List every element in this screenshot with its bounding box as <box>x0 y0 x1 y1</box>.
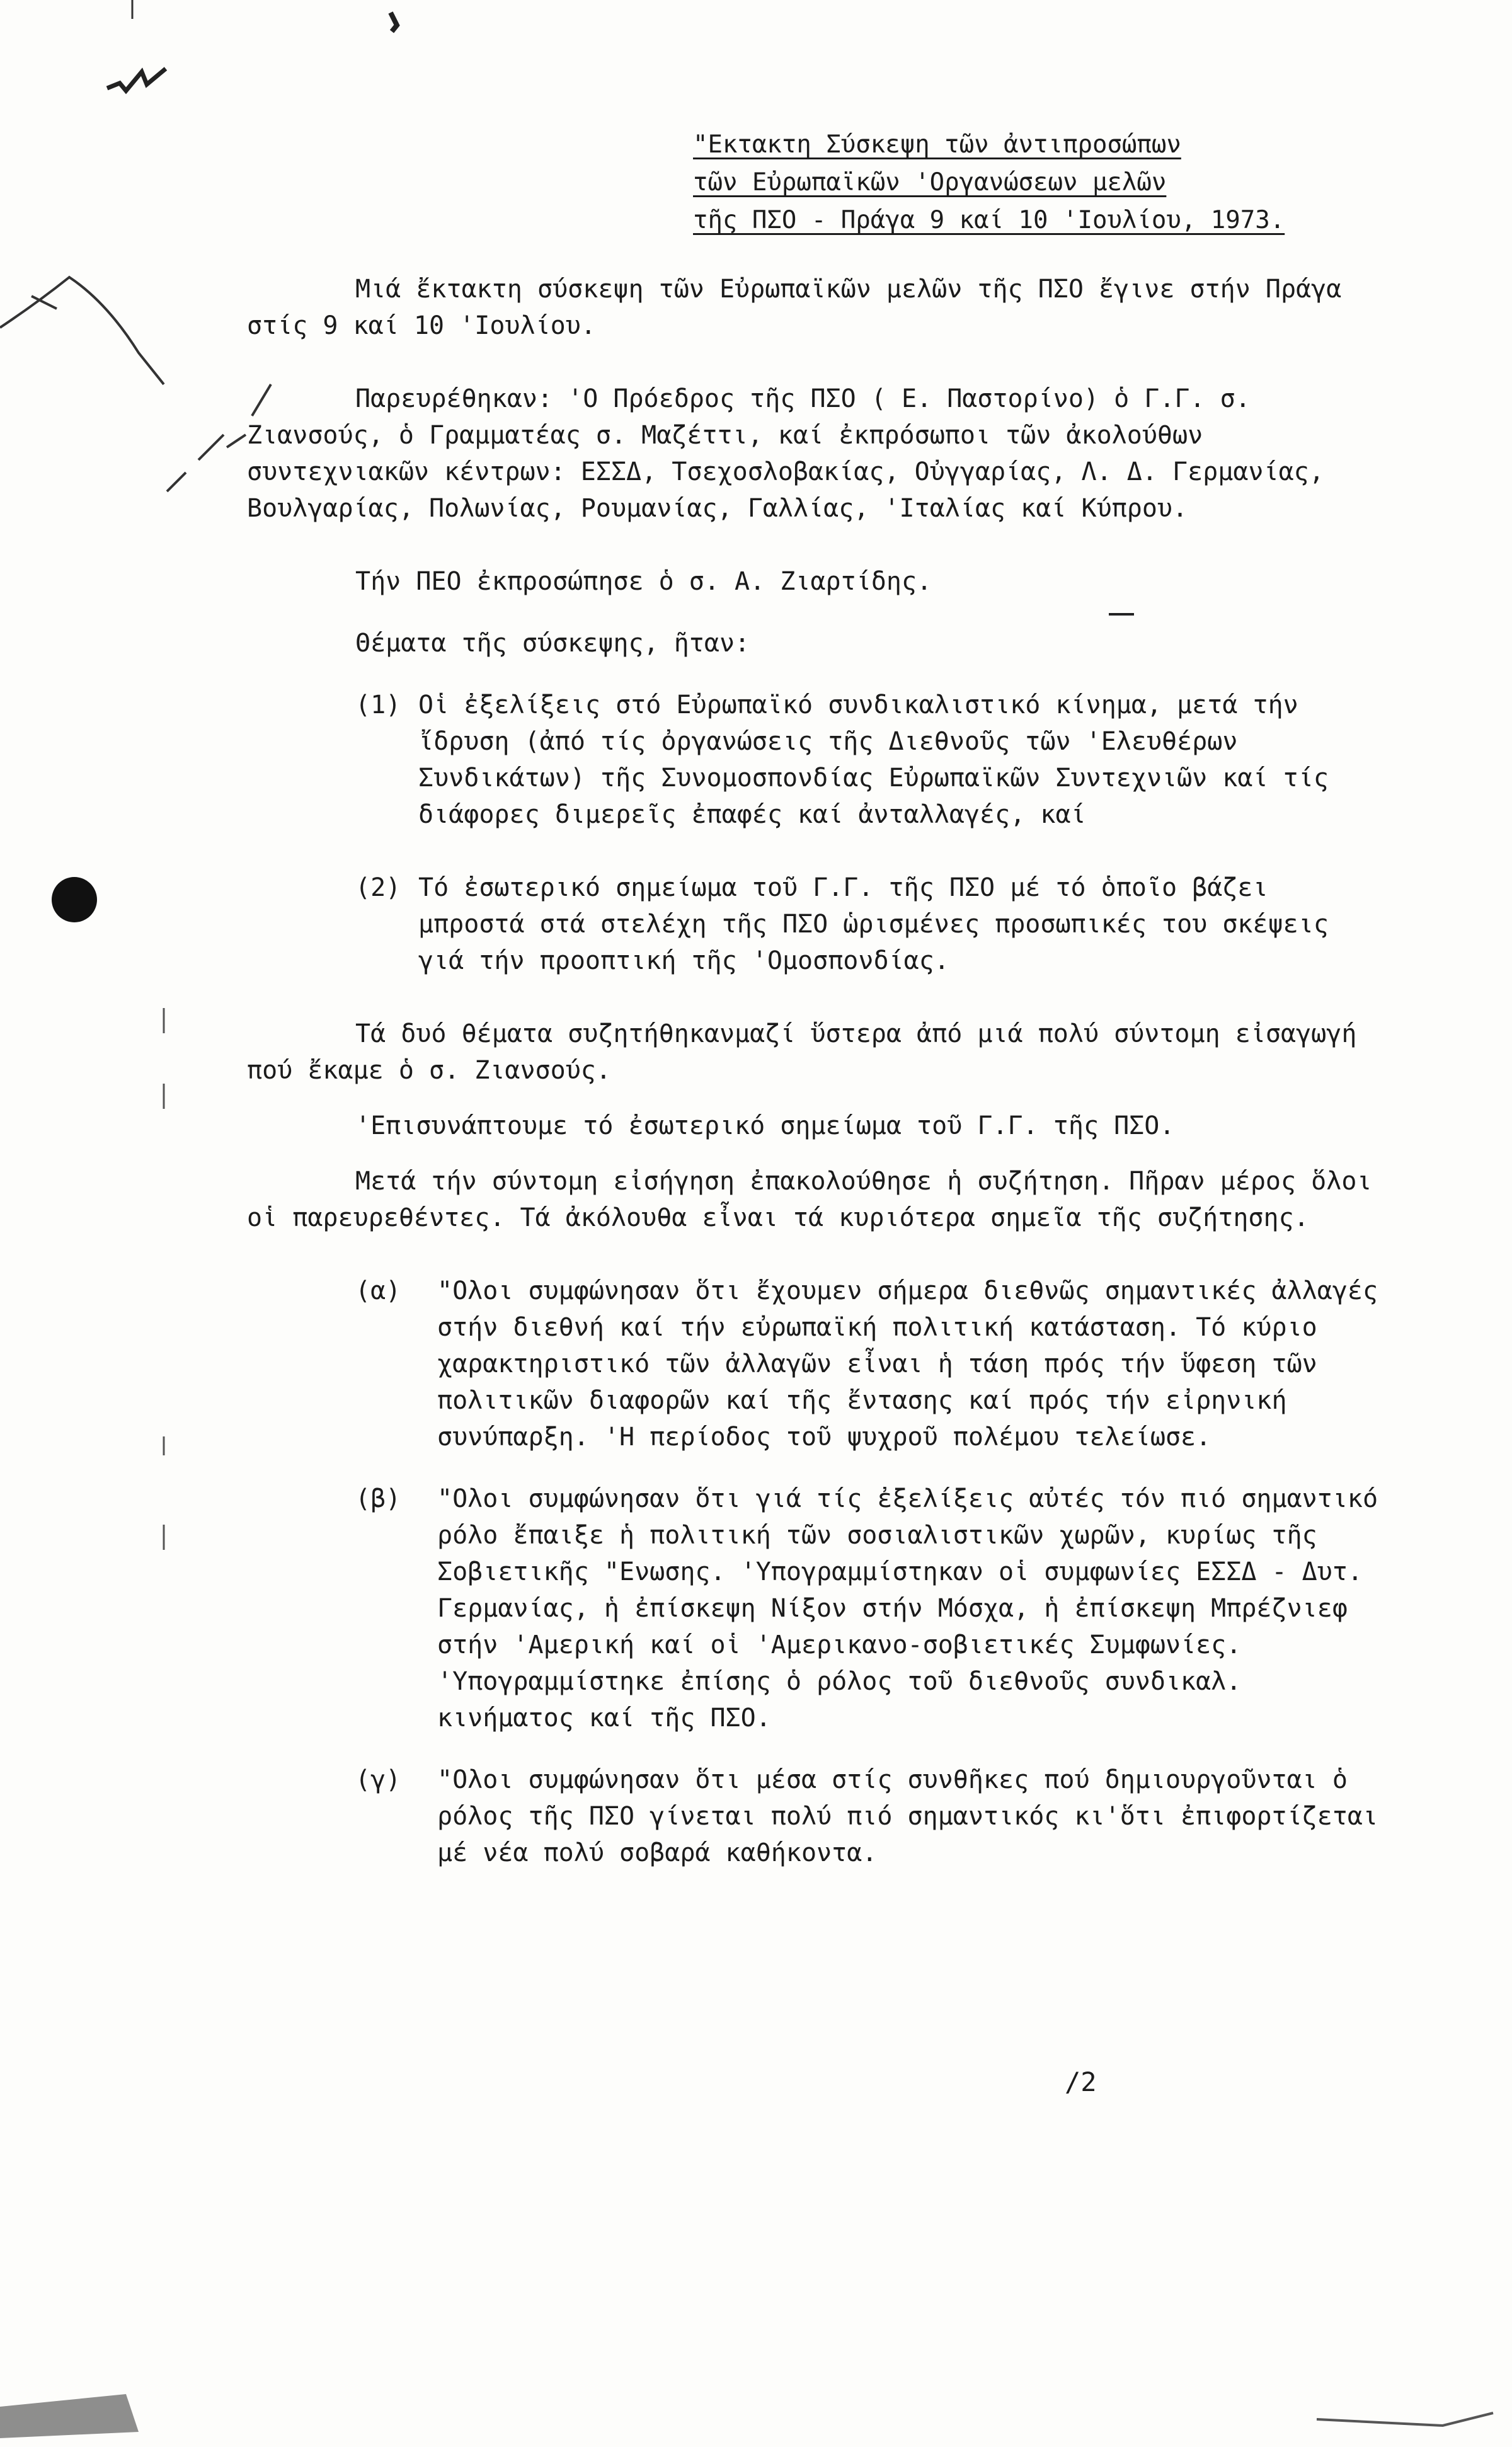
point-text: "Ολοι συμφώνησαν ὅτι γιά τίς ἐξελίξεις αὐτές τόν πιό σημαντικό ρόλο ἔπαιξε ἡ πολιτική τῶν σοσιαλιστικῶν χωρῶν, κυρίως τῆς Σοβιετικῆς "Ενωσης. 'Υπογραμμίστηκαν οἱ συμφωνίες ΕΣΣΔ - Δυτ. Γερμανίας, ἡ ἐπίσκεψη Νίξον στήν Μόσχα, ἡ ἐπίσκεψη Μπρέζνιεφ στήν 'Αμερική καί οἱ 'Αμερικανο-σοβιετικές Συμφωνίες. 'Υπογραμμίστηκε ἐπίσης ὁ ρόλος τοῦ διεθνοῦς συνδικαλ. κινήματος καί τῆς ΠΣΟ. <box>437 1484 1378 1733</box>
page-number: /2 <box>1065 2066 1097 2097</box>
paragraph-attachment: 'Επισυνάπτουμε τό ἐσωτερικό σημείωμα τοῦ Γ.Γ. τῆς ΠΣΟ. <box>355 1111 1175 1140</box>
discussion-point <box>355 1273 1381 1455</box>
title-line: "Εκτακτη Σύσκεψη τῶν ἀντιπροσώπων <box>693 130 1181 159</box>
paragraph-peo-representative: Τήν ΠΕΟ ἐκπροσώπησε ὁ σ. Α. Ζιαρτίδης. <box>355 567 932 596</box>
topic-text: Τό ἐσωτερικό σημείωμα τοῦ Γ.Γ. τῆς ΠΣΟ μέ τό ὁποῖο βάζει μπροστά στά στελέχη τῆς ΠΣΟ ὡρισμένες προσωπικές του σκέψεις γιά τήν προοπτική τῆς 'Ομοσπονδίας. <box>418 873 1329 975</box>
topic-text: Οἱ ἐξελίξεις στό Εὐρωπαϊκό συνδικαλιστικό κίνημα, μετά τήν ἴδρυση (ἀπό τίς ὀργανώσεις τῆς Διεθνοῦς τῶν 'Ελευθέρων Συνδικάτων) τῆς Συνομοσπονδίας Εὐρωπαϊκῶν Συντεχνιῶν καί τίς διάφορες διμερεῖς ἐπαφές καί ἀνταλλαγές, καί <box>418 691 1329 829</box>
point-text: "Ολοι συμφώνησαν ὅτι ἔχουμεν σήμερα διεθνῶς σημαντικές ἀλλαγές στήν διεθνή καί τήν εὐρωπαϊκή πολιτική κατάσταση. Τό κύριο χαρακτηριστικό τῶν ἀλλαγῶν εἶναι ἡ τάση πρός τήν ὕφεση τῶν πολιτικῶν διαφορῶν καί τῆς ἔντασης καί πρός τήν εἰρηνική συνύπαρξη. 'Η περίοδος τοῦ ψυχροῦ πολέμου τελείωσε. <box>437 1276 1378 1452</box>
paragraph-meeting: Μιά ἔκτακτη σύσκεψη τῶν Εὐρωπαϊκῶν μελῶν τῆς ΠΣΟ ἔγινε στήν Πράγα στίς 9 καί 10 'Ιουλίου. <box>247 275 1357 340</box>
topic-item <box>355 869 1381 979</box>
paragraph-discussion-intro: Τά δυό θέματα συζητήθηκανμαζί ὕστερα ἀπό μιά πολύ σύντομη εἰσαγωγή πού ἔκαμε ὁ σ. Ζιανσούς. <box>247 1019 1372 1085</box>
point-letter: (α) <box>355 1276 401 1305</box>
discussion-point <box>355 1762 1381 1871</box>
topic-number: (2) <box>355 873 401 902</box>
paragraph-discussion: Μετά τήν σύντομη εἰσήγηση ἐπακολούθησε ἡ συζήτηση. Πῆραν μέρος ὅλοι οἱ παρευρεθέντες. Τά ἀκόλουθα εἶναι τά κυριότερα σημεῖα τῆς συζήτησης. <box>247 1167 1387 1232</box>
discussion-point <box>355 1481 1381 1736</box>
point-text: "Ολοι συμφώνησαν ὅτι μέσα στίς συνθῆκες πού δημιουργοῦνται ὁ ρόλος τῆς ΠΣΟ γίνεται πολύ πιό σημαντικός κι'ὅτι ἐπιφορτίζεται μέ νέα πολύ σοβαρά καθήκοντα. <box>437 1765 1378 1867</box>
point-letter: (β) <box>355 1484 401 1513</box>
topic-item <box>355 687 1381 833</box>
topic-number: (1) <box>355 691 401 719</box>
paragraph-topics-heading: Θέματα τῆς σύσκεψης, ῆταν: <box>355 629 750 658</box>
title-line: τῶν Εὐρωπαϊκῶν 'Οργανώσεων μελῶν <box>693 168 1167 197</box>
document-title <box>693 126 1354 239</box>
document-body <box>247 271 1387 1871</box>
title-line: τῆς ΠΣΟ - Πράγα 9 καί 10 'Ιουλίου, 1973. <box>693 206 1285 234</box>
paragraph-attendees: Παρευρέθηκαν: 'Ο Πρόεδρος τῆς ΠΣΟ ( Ε. Παστορίνο) ὁ Γ.Γ. σ. Ζιανσούς, ὁ Γραμματέας σ. Μαζέττι, καί ἐκπρόσωποι τῶν ἀκολούθων συντεχνιακῶν κέντρων: ΕΣΣΔ, Τσεχοσλοβακίας, Οὐγγαρίας, Λ. Δ. Γερμανίας, Βουλγαρίας, Πολωνίας, Ρουμανίας, Γαλλίας, 'Ιταλίας καί Κύπρου. <box>247 384 1339 523</box>
point-letter: (γ) <box>355 1765 401 1794</box>
